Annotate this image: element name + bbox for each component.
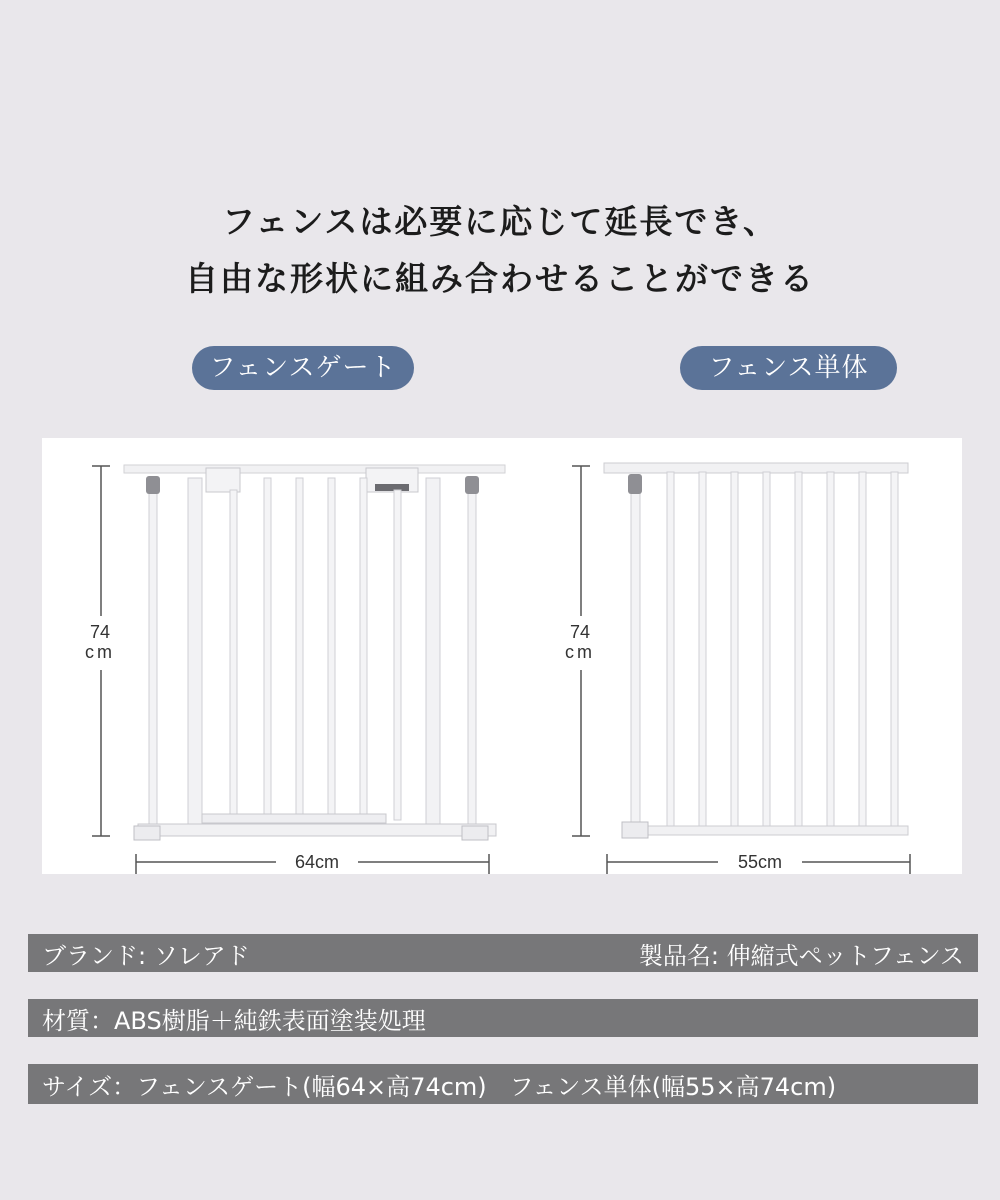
spec-brand: ブランド: ソレアド <box>42 941 250 970</box>
single-label-pill: フェンス単体 <box>680 346 897 390</box>
spec-bar-size <box>28 1064 978 1104</box>
single-height-value: 74 <box>569 622 591 642</box>
single-width-value: 55cm <box>737 852 783 872</box>
spec-size: サイズ：フェンスゲート(幅64×高74cm) フェンス単体(幅55×高74cm) <box>42 1072 837 1101</box>
fence-single-image <box>565 463 910 874</box>
gate-height-unit: cm <box>85 642 115 662</box>
gate-label-pill: フェンスゲート <box>192 346 414 390</box>
headline-line-2: 自由な形状に組み合わせることができる <box>185 259 815 298</box>
gate-width-value: 64cm <box>294 852 340 872</box>
spec-bar-brand-product <box>28 934 978 972</box>
fence-illustration <box>42 438 962 874</box>
headline-line-1: フェンスは必要に応じて延長でき、 <box>221 202 779 241</box>
spec-material: 材質：ABS樹脂＋純鉄表面塗装処理 <box>42 1006 426 1035</box>
single-height-unit: cm <box>565 642 595 662</box>
product-image-panel <box>42 438 962 874</box>
fence-gate-image <box>85 465 505 874</box>
gate-height-value: 74 <box>89 622 111 642</box>
spec-product-name: 製品名: 伸縮式ペットフェンス <box>638 941 964 970</box>
spec-bar-material <box>28 999 978 1037</box>
